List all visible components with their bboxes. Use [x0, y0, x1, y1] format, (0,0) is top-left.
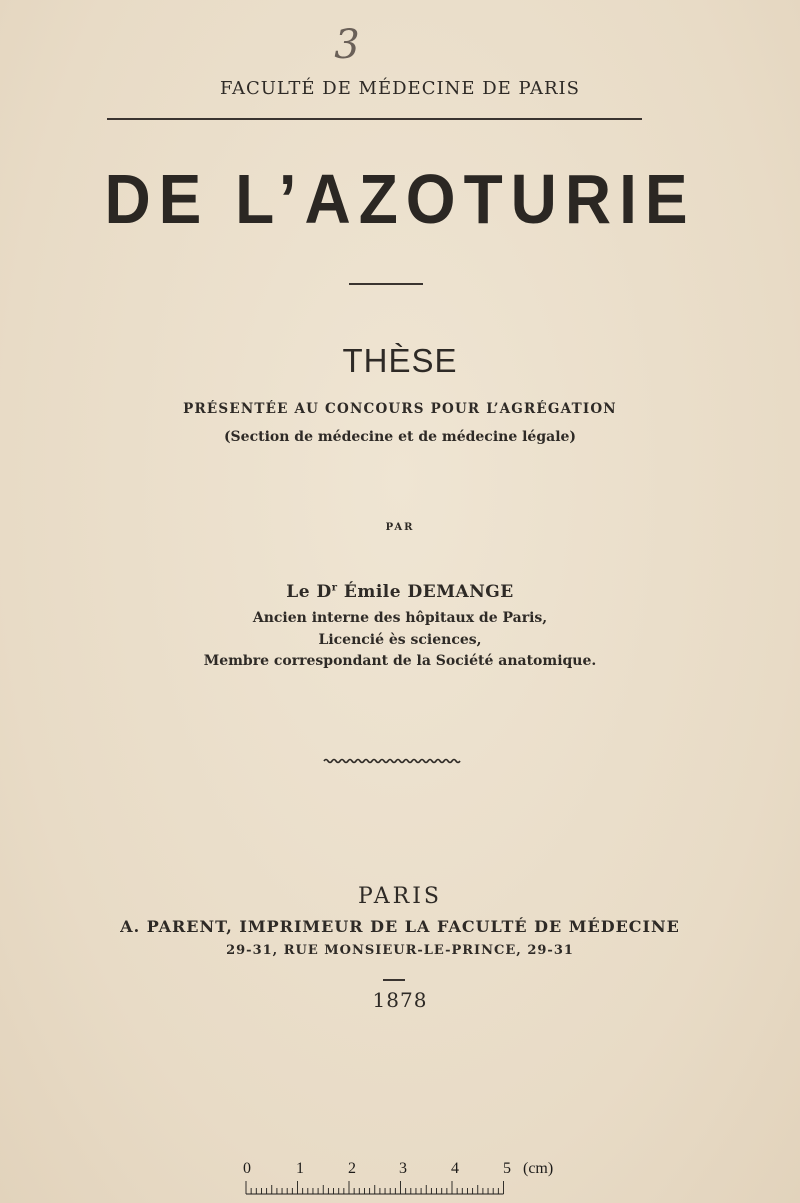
credential-line: Ancien interne des hôpitaux de Paris, [252, 610, 548, 626]
ruler-label: 0 [243, 1160, 251, 1177]
ruler-label: 5 [503, 1160, 511, 1177]
author-prefix-sup: r [331, 582, 338, 594]
author-fullname: Émile DEMANGE [343, 582, 514, 602]
thesis-heading: THÈSE [342, 342, 458, 379]
imprint-address: 29-31, RUE MONSIEUR-LE-PRINCE, 29-31 [226, 943, 574, 958]
header-rule [107, 118, 642, 120]
imprint-year: 1878 [372, 988, 428, 1012]
scale-ruler-labels [240, 1160, 570, 1182]
title-rule [349, 283, 423, 285]
ruler-label: 2 [348, 1160, 356, 1177]
presented-line: PRÉSENTÉE AU CONCOURS POUR L’AGRÉGATION [183, 401, 617, 417]
ruler-label: 3 [399, 1160, 407, 1177]
ruler-label: 4 [451, 1160, 459, 1177]
imprint-city: PARIS [358, 884, 442, 909]
credential-line: Membre correspondant de la Société anatomique. [203, 653, 597, 669]
page-number: 3 [334, 22, 360, 68]
page-title: DE L’AZOTURIE [104, 160, 696, 238]
section-line: (Section de médecine et de médecine légale) [223, 429, 577, 445]
author-name [0, 582, 800, 602]
par-line: PAR [385, 522, 415, 533]
credential-line: Licencié ès sciences, [318, 632, 482, 648]
ruler-label: 1 [296, 1160, 304, 1177]
institution-header: FACULTÉ DE MÉDECINE DE PARIS [220, 78, 580, 99]
ruler-unit: (cm) [523, 1160, 554, 1177]
author-prefix: Le D [286, 582, 332, 602]
imprint-printer: A. PARENT, IMPRIMEUR DE LA FACULTÉ DE MÉDECINE [120, 917, 680, 936]
year-rule [383, 979, 405, 981]
scale-ruler [244, 1180, 510, 1196]
ornamental-divider [322, 757, 464, 765]
